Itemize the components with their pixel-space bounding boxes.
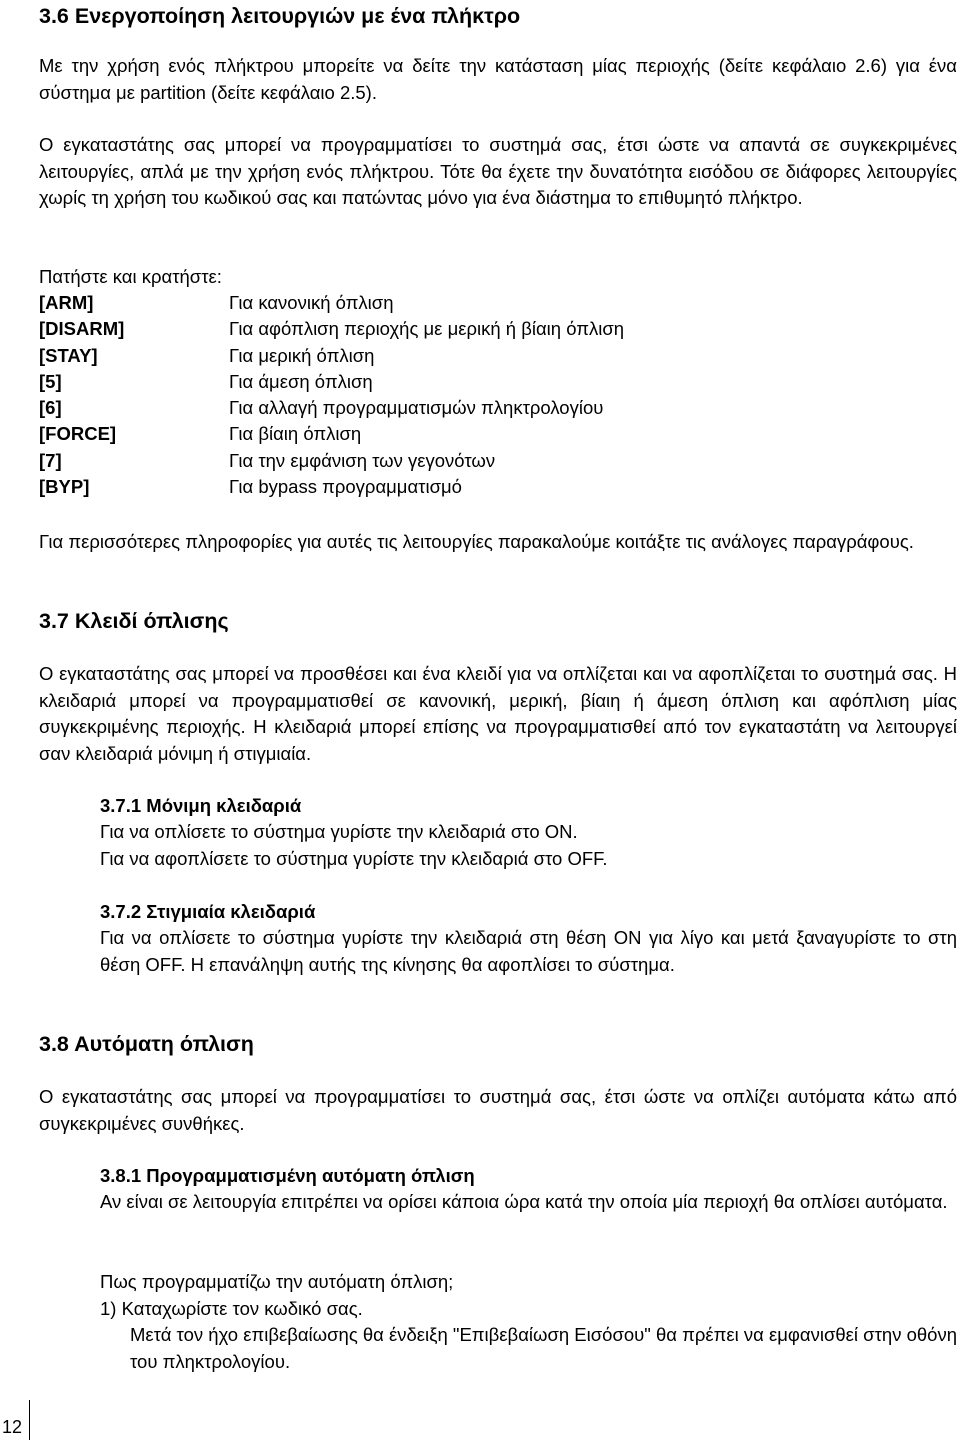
key-description: Για bypass προγραμματισμό [229, 476, 462, 498]
section-3-8-1-steps [100, 1269, 957, 1322]
key-label: [DISARM] [39, 318, 125, 340]
key-label: [5] [39, 370, 62, 392]
section-3-7-para1: Ο εγκαταστάτης σας μπορεί να προσθέσει και ένα κλειδί για να οπλίζεται και να αφοπλίζεται το συστημά σας. Η κλειδαριά μπορεί να προγραμματισθεί σε κανονική, μερική, βίαιη ή άμεση όπλιση και αφόπλιση μίας συγκεκριμένης περιοχής. Η κλειδαριά μπορεί επίσης να προγραμματισθεί από τον εγκαταστάτη να λειτουργεί σαν κλειδαριά μόνιμη ή στιγμιαία. [39, 663, 957, 764]
key-label: [FORCE] [39, 423, 117, 445]
key-row [39, 290, 624, 316]
key-label: [6] [39, 397, 62, 419]
section-3-8-heading-wrap [39, 1031, 957, 1057]
autoarm-question: Πως προγραμματίζω την αυτόματη όπλιση; [100, 1271, 454, 1292]
section-3-7-2 [100, 899, 957, 978]
step-1: 1) Καταχωρίστε τον κωδικό σας. [100, 1297, 363, 1319]
key-description: Για αλλαγή προγραμματισμών πληκτρολογίου [229, 397, 604, 419]
page-number: 12 [0, 1400, 30, 1440]
keys-intro: Πατήστε και κρατήστε: [39, 266, 222, 287]
section-3-6-heading: 3.6 Ενεργοποίηση λειτουργιών με ένα πλήκτρο [39, 4, 521, 28]
key-label: [7] [39, 449, 62, 471]
section-3-7-heading: 3.7 Κλειδί όπλισης [39, 609, 229, 633]
key-label: [BYP] [39, 476, 90, 498]
section-3-7-1-line1: Για να οπλίσετε το σύστημα γυρίστε την κλειδαριά στο ON. [100, 821, 578, 842]
section-3-6-para1: Με την χρήση ενός πλήκτρου μπορείτε να δείτε την κατάσταση μίας περιοχής (δείτε κεφάλαιο 2.6) για ένα σύστημα με partition (δείτε κεφάλαιο 2.5). [39, 55, 957, 103]
key-row [39, 395, 624, 421]
key-description: Για αφόπλιση περιοχής με μερική ή βίαιη όπλιση [229, 318, 625, 340]
key-label: [ARM] [39, 292, 94, 313]
key-row [39, 421, 624, 447]
key-row [39, 316, 624, 342]
key-description: Για μερική όπλιση [229, 344, 375, 366]
key-description: Για κανονική όπλιση [229, 292, 394, 313]
key-label: [STAY] [39, 344, 98, 366]
section-3-8-1-para: Αν είναι σε λειτουργία επιτρέπει να ορίσει κάποια ώρα κατά την οποία μία περιοχή θα οπλίσει αυτόματα. [100, 1191, 948, 1212]
section-3-7-2-para: Για να οπλίσετε το σύστημα γυρίστε την κλειδαριά στη θέση ON για λίγο και μετά ξαναγυρίστε το στη θέση OFF. Η επανάληψη αυτής της κίνησης θα αφοπλίσει το σύστημα. [100, 927, 957, 975]
key-row [39, 448, 624, 474]
key-row [39, 369, 624, 395]
section-3-7-1 [100, 793, 957, 872]
section-3-7-2-heading: 3.7.2 Στιγμιαία κλειδαριά [100, 901, 316, 922]
section-3-8-1 [100, 1163, 957, 1216]
step-1-detail: Μετά τον ήχο επιβεβαίωσης θα ένδειξη "Επιβεβαίωση Εισόσου" θα πρέπει να εμφανισθεί στην οθόνη του πληκτρολογίου. [130, 1324, 957, 1372]
key-row [39, 474, 624, 500]
key-description: Για άμεση όπλιση [229, 370, 373, 392]
section-3-6-para3: Για περισσότερες πληροφορίες για αυτές τις λειτουργίες παρακαλούμε κοιτάξτε τις ανάλογες παραγράφους. [39, 531, 914, 552]
key-row [39, 343, 624, 369]
section-3-6-para2: Ο εγκαταστάτης σας μπορεί να προγραμματίσει το συστημά σας, έτσι ώστε να απαντά σε συγκεκριμένες λειτουργίες, απλά με την χρήση ενός πλήκτρου. Τότε θα έχετε την δυνατότητα εισόδου σε διάφορες λειτουργίες χωρίς τη χρήση του κωδικού σας και πατώντας μόνο για ένα διάστημα το επιθυμητό πλήκτρο. [39, 134, 957, 208]
section-3-7-1-heading: 3.7.1 Μόνιμη κλειδαριά [100, 795, 302, 816]
section-3-8-para1: Ο εγκαταστάτης σας μπορεί να προγραμματίσει το συστημά σας, έτσι ώστε να οπλίζει αυτόματα κάτω από συγκεκριμένες συνθήκες. [39, 1086, 957, 1134]
section-3-8-1-heading: 3.8.1 Προγραμματισμένη αυτόματη όπλιση [100, 1165, 475, 1186]
keys-list [39, 290, 957, 500]
key-description: Για την εμφάνιση των γεγονότων [229, 449, 496, 471]
section-3-8-heading: 3.8 Αυτόματη όπλιση [39, 1032, 254, 1056]
keys-table [39, 290, 624, 500]
key-description: Για βίαιη όπλιση [229, 423, 362, 445]
section-3-7-1-line2: Για να αφοπλίσετε το σύστημα γυρίστε την κλειδαριά στο OFF. [100, 847, 608, 869]
section-3-7-heading-wrap [39, 608, 957, 634]
